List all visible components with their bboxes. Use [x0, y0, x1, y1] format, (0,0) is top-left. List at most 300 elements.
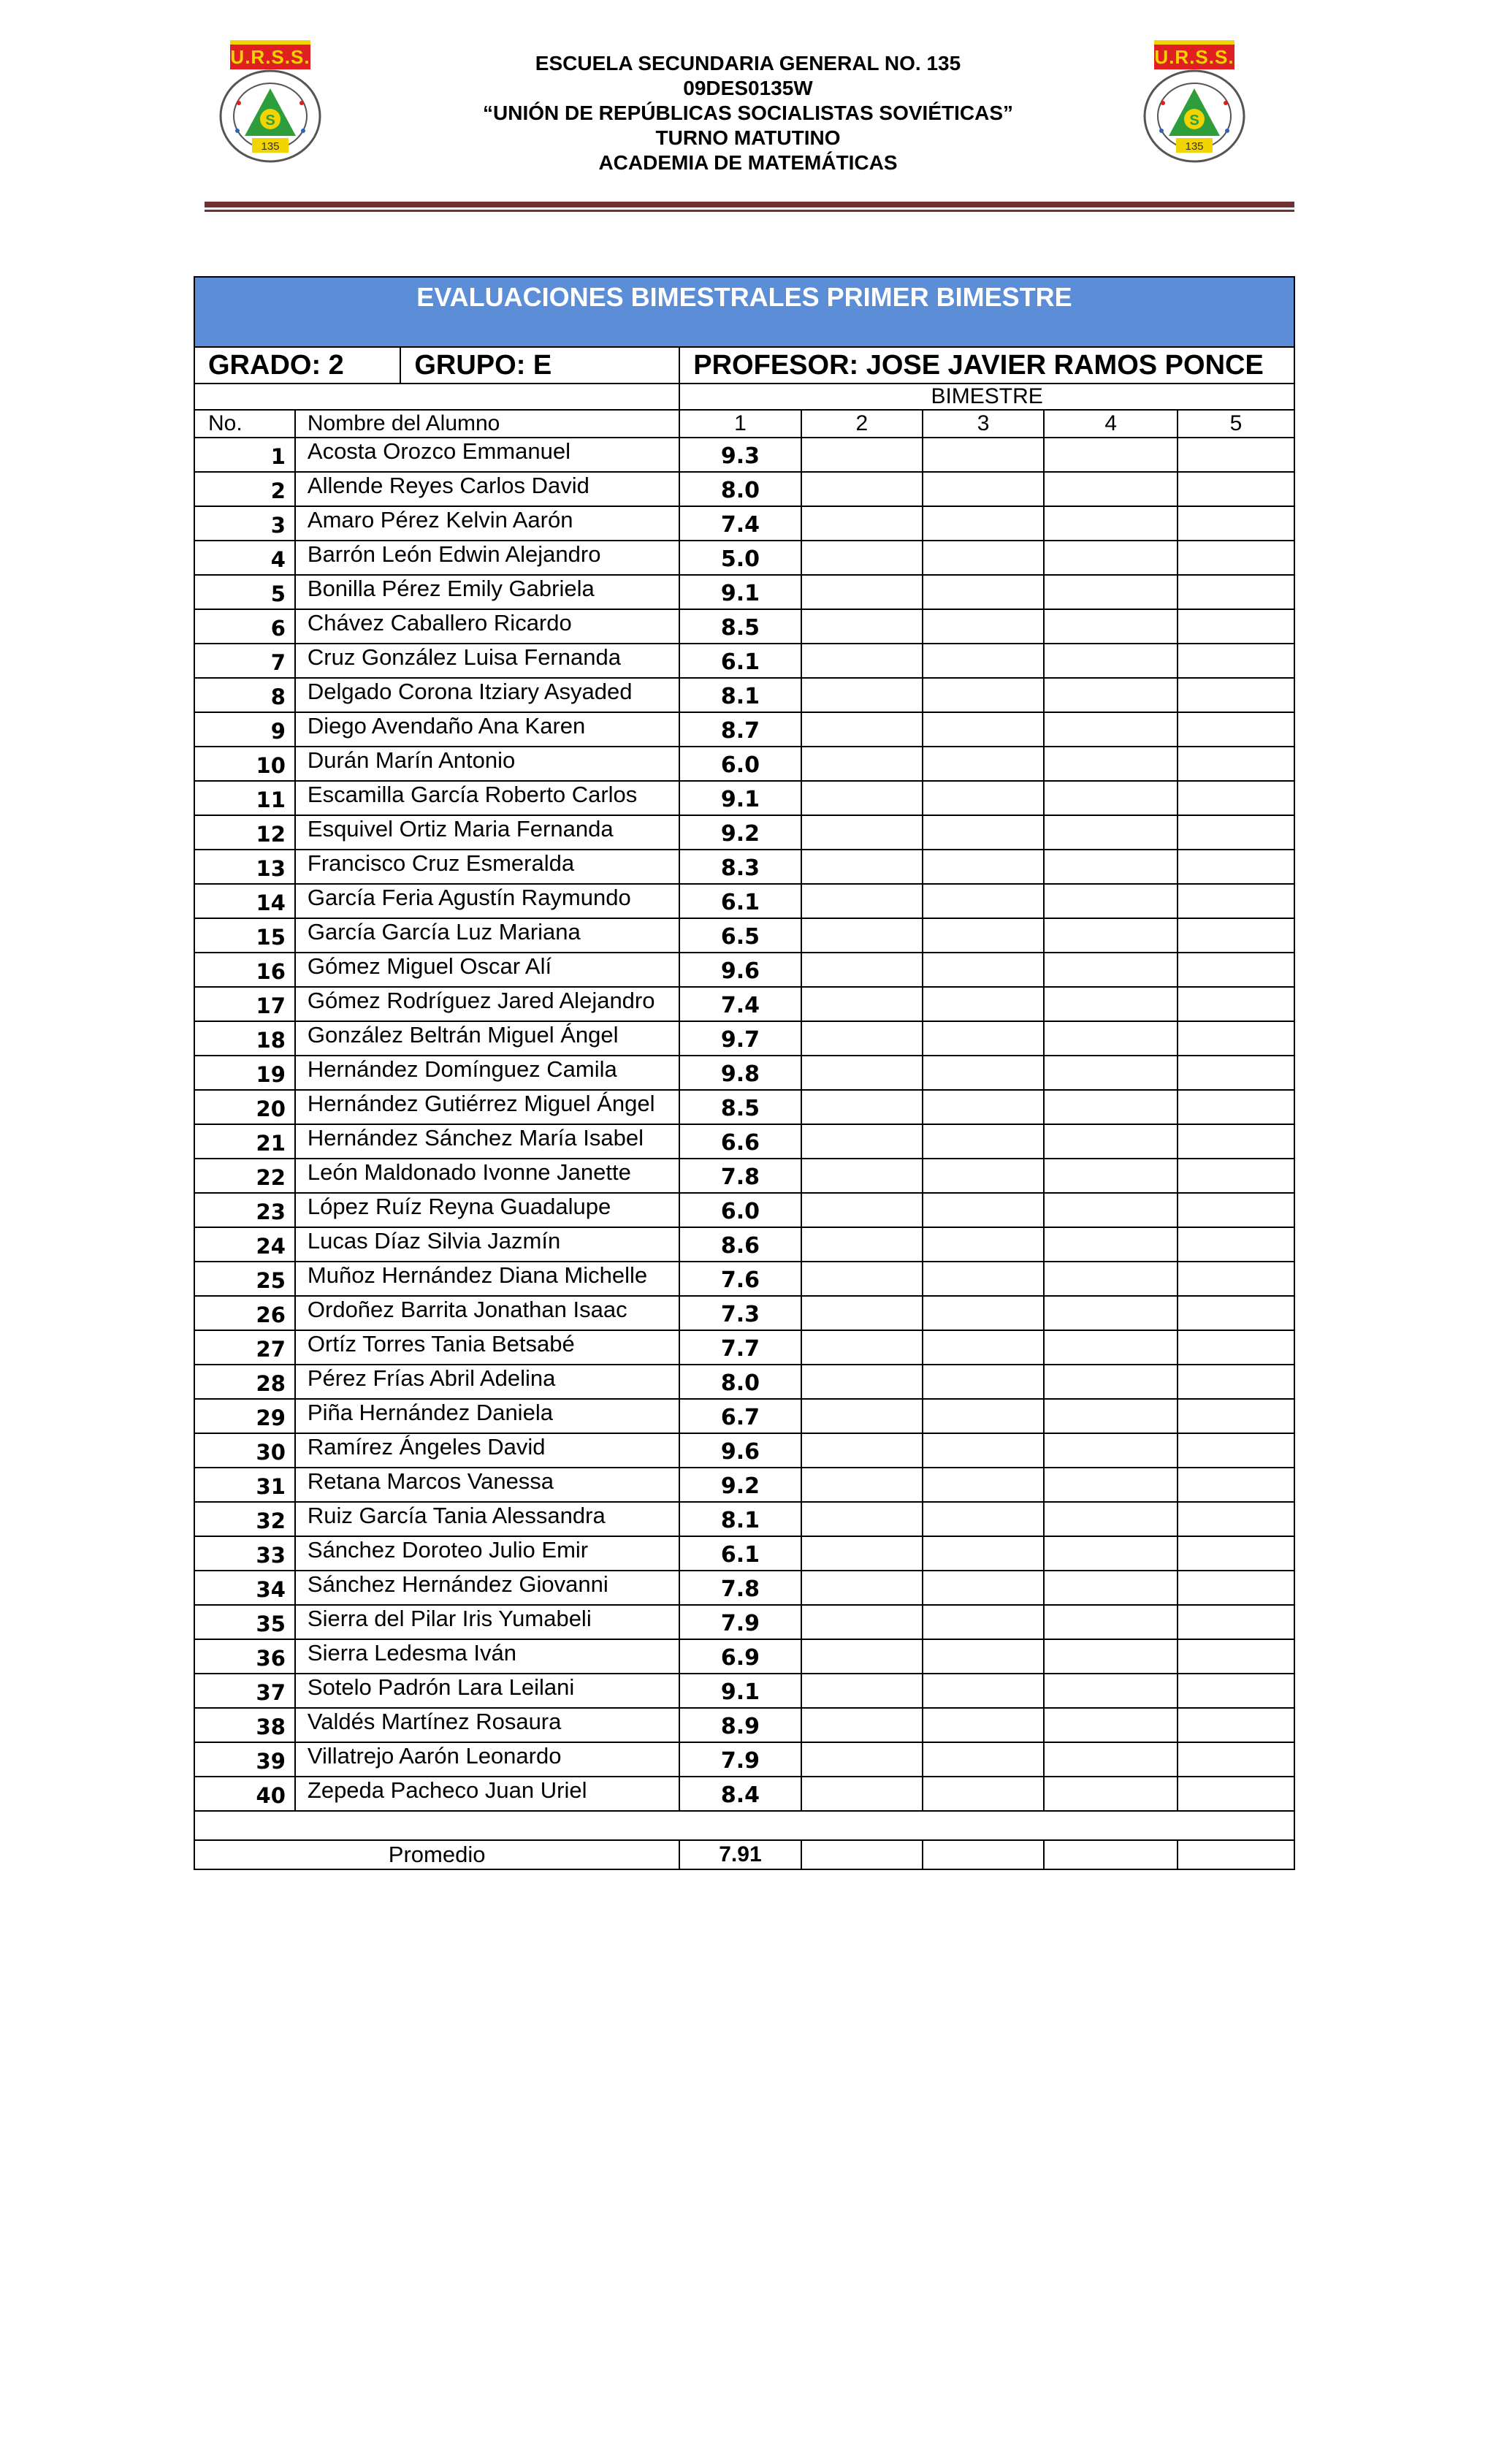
grade-bimestre-3 [923, 1124, 1044, 1159]
grade-bimestre-2 [801, 1468, 923, 1502]
student-number: 33 [194, 1536, 295, 1571]
grade-bimestre-1: 9.3 [679, 438, 801, 472]
student-number: 36 [194, 1639, 295, 1674]
student-number: 21 [194, 1124, 295, 1159]
table-row [194, 1502, 1294, 1536]
grade-bimestre-2 [801, 678, 923, 712]
table-row [194, 1468, 1294, 1502]
grade-bimestre-3 [923, 438, 1044, 472]
grade-bimestre-4 [1044, 1571, 1178, 1605]
grade-bimestre-3 [923, 1536, 1044, 1571]
grade-bimestre-5 [1178, 1296, 1294, 1330]
grade-bimestre-2 [801, 918, 923, 953]
grade-bimestre-1: 9.7 [679, 1021, 801, 1056]
student-number: 19 [194, 1056, 295, 1090]
grade-bimestre-1: 7.9 [679, 1605, 801, 1639]
grade-bimestre-3 [923, 712, 1044, 747]
table-row [194, 438, 1294, 472]
student-number: 12 [194, 815, 295, 850]
student-name: Villatrejo Aarón Leonardo [295, 1742, 679, 1777]
grade-bimestre-1: 8.0 [679, 472, 801, 506]
student-number: 39 [194, 1742, 295, 1777]
grade-bimestre-5 [1178, 884, 1294, 918]
grade-bimestre-4 [1044, 1330, 1178, 1365]
grade-bimestre-1: 6.7 [679, 1399, 801, 1433]
student-name: Acosta Orozco Emmanuel [295, 438, 679, 472]
grade-bimestre-3 [923, 815, 1044, 850]
table-row [194, 1262, 1294, 1296]
student-name: Durán Marín Antonio [295, 747, 679, 781]
grade-bimestre-5 [1178, 712, 1294, 747]
column-header-bimestre-2: 2 [801, 410, 923, 438]
table-row [194, 1399, 1294, 1433]
grade-bimestre-2 [801, 1365, 923, 1399]
grade-bimestre-2 [801, 1674, 923, 1708]
grade-bimestre-1: 8.5 [679, 609, 801, 644]
student-number: 4 [194, 541, 295, 575]
student-name: Piña Hernández Daniela [295, 1399, 679, 1433]
table-row [194, 1433, 1294, 1468]
grade-bimestre-2 [801, 1124, 923, 1159]
grade-bimestre-2 [801, 472, 923, 506]
student-number: 18 [194, 1021, 295, 1056]
grade-bimestre-4 [1044, 678, 1178, 712]
logo-wordmark: U.R.S.S. [230, 40, 310, 69]
student-number: 1 [194, 438, 295, 472]
grade-bimestre-2 [801, 1502, 923, 1536]
average-bimestre-5 [1178, 1840, 1294, 1869]
table-row [194, 506, 1294, 541]
table-row [194, 1571, 1294, 1605]
grade-bimestre-3 [923, 1433, 1044, 1468]
student-name: Hernández Sánchez María Isabel [295, 1124, 679, 1159]
grade-bimestre-3 [923, 850, 1044, 884]
grade-bimestre-4 [1044, 1639, 1178, 1674]
grade-bimestre-3 [923, 1296, 1044, 1330]
grade-bimestre-3 [923, 1777, 1044, 1811]
teacher-label: PROFESOR: JOSE JAVIER RAMOS PONCE [679, 347, 1294, 384]
grade-bimestre-4 [1044, 1674, 1178, 1708]
grade-bimestre-3 [923, 884, 1044, 918]
grade-bimestre-2 [801, 987, 923, 1021]
grade-bimestre-4 [1044, 1227, 1178, 1262]
grade-bimestre-5 [1178, 438, 1294, 472]
grade-bimestre-4 [1044, 644, 1178, 678]
student-name: Esquivel Ortiz Maria Fernanda [295, 815, 679, 850]
grade-bimestre-2 [801, 609, 923, 644]
bimestre-header: BIMESTRE [679, 384, 1294, 410]
grade-bimestre-4 [1044, 1159, 1178, 1193]
student-number: 11 [194, 781, 295, 815]
grade-bimestre-4 [1044, 1777, 1178, 1811]
grade-bimestre-2 [801, 884, 923, 918]
header-divider-thin [205, 210, 1294, 212]
grade-bimestre-5 [1178, 1433, 1294, 1468]
school-name: ESCUELA SECUNDARIA GENERAL NO. 135 [535, 52, 961, 75]
grade-bimestre-2 [801, 1159, 923, 1193]
grade-bimestre-5 [1178, 1330, 1294, 1365]
column-header-bimestre-3: 3 [923, 410, 1044, 438]
grade-bimestre-1: 6.1 [679, 884, 801, 918]
grade-bimestre-5 [1178, 953, 1294, 987]
student-number: 16 [194, 953, 295, 987]
grade-bimestre-1: 7.9 [679, 1742, 801, 1777]
table-row [194, 1159, 1294, 1193]
student-name: Ramírez Ángeles David [295, 1433, 679, 1468]
grade-bimestre-2 [801, 1296, 923, 1330]
table-row [194, 472, 1294, 506]
grade-bimestre-3 [923, 1365, 1044, 1399]
table-row [194, 1742, 1294, 1777]
table-row [194, 953, 1294, 987]
grade-bimestre-2 [801, 1742, 923, 1777]
grade-bimestre-1: 6.0 [679, 1193, 801, 1227]
table-row [194, 987, 1294, 1021]
grade-bimestre-3 [923, 1502, 1044, 1536]
grade-bimestre-3 [923, 1056, 1044, 1090]
student-number: 8 [194, 678, 295, 712]
grade-bimestre-2 [801, 1639, 923, 1674]
student-name: Sotelo Padrón Lara Leilani [295, 1674, 679, 1708]
grade-bimestre-1: 8.5 [679, 1090, 801, 1124]
grade-bimestre-3 [923, 1708, 1044, 1742]
table-row [194, 1021, 1294, 1056]
grade-bimestre-5 [1178, 918, 1294, 953]
table-row [194, 609, 1294, 644]
table-row [194, 1536, 1294, 1571]
student-number: 24 [194, 1227, 295, 1262]
svg-text:S: S [1189, 112, 1199, 129]
student-number: 38 [194, 1708, 295, 1742]
grade-bimestre-1: 9.2 [679, 1468, 801, 1502]
student-name: López Ruíz Reyna Guadalupe [295, 1193, 679, 1227]
grade-bimestre-3 [923, 644, 1044, 678]
grade-bimestre-3 [923, 472, 1044, 506]
column-header-name: Nombre del Alumno [295, 410, 679, 438]
grade-bimestre-2 [801, 1330, 923, 1365]
student-name: Escamilla García Roberto Carlos [295, 781, 679, 815]
grade-bimestre-1: 6.1 [679, 1536, 801, 1571]
grade-bimestre-4 [1044, 1399, 1178, 1433]
grade-bimestre-1: 7.4 [679, 506, 801, 541]
grade-bimestre-3 [923, 1674, 1044, 1708]
grade-bimestre-2 [801, 438, 923, 472]
grade-bimestre-3 [923, 987, 1044, 1021]
grade-bimestre-2 [801, 850, 923, 884]
table-row [194, 815, 1294, 850]
student-number: 31 [194, 1468, 295, 1502]
table-row [194, 1296, 1294, 1330]
grade-bimestre-4 [1044, 438, 1178, 472]
grade-bimestre-1: 8.3 [679, 850, 801, 884]
grade-bimestre-2 [801, 541, 923, 575]
table-row [194, 1124, 1294, 1159]
grade-bimestre-4 [1044, 1090, 1178, 1124]
grade-bimestre-2 [801, 953, 923, 987]
grade-bimestre-5 [1178, 575, 1294, 609]
student-number: 17 [194, 987, 295, 1021]
grade-bimestre-5 [1178, 1674, 1294, 1708]
average-bimestre-2 [801, 1840, 923, 1869]
grade-bimestre-5 [1178, 472, 1294, 506]
grade-bimestre-5 [1178, 850, 1294, 884]
grade-bimestre-2 [801, 1193, 923, 1227]
grade-bimestre-5 [1178, 1742, 1294, 1777]
group-label: GRUPO: E [400, 347, 679, 384]
grade-bimestre-4 [1044, 884, 1178, 918]
student-number: 10 [194, 747, 295, 781]
student-number: 32 [194, 1502, 295, 1536]
grade-bimestre-3 [923, 953, 1044, 987]
grade-bimestre-5 [1178, 1227, 1294, 1262]
column-header-bimestre-5: 5 [1178, 410, 1294, 438]
grade-bimestre-5 [1178, 541, 1294, 575]
student-name: Pérez Frías Abril Adelina [295, 1365, 679, 1399]
table-row [194, 1193, 1294, 1227]
student-name: Gómez Rodríguez Jared Alejandro [295, 987, 679, 1021]
grade-bimestre-2 [801, 1021, 923, 1056]
grade-bimestre-1: 8.1 [679, 1502, 801, 1536]
grade-bimestre-5 [1178, 1399, 1294, 1433]
grade-bimestre-5 [1178, 1056, 1294, 1090]
grade-bimestre-4 [1044, 1433, 1178, 1468]
grade-bimestre-2 [801, 1262, 923, 1296]
grade-bimestre-4 [1044, 1296, 1178, 1330]
grade-bimestre-1: 7.8 [679, 1571, 801, 1605]
student-name: Diego Avendaño Ana Karen [295, 712, 679, 747]
grade-bimestre-4 [1044, 1056, 1178, 1090]
student-name: Delgado Corona Itziary Asyaded [295, 678, 679, 712]
student-name: Ruiz García Tania Alessandra [295, 1502, 679, 1536]
grade-bimestre-3 [923, 918, 1044, 953]
student-name: Ortíz Torres Tania Betsabé [295, 1330, 679, 1365]
column-header-no: No. [194, 410, 295, 438]
grade-bimestre-5 [1178, 1090, 1294, 1124]
grade-bimestre-4 [1044, 918, 1178, 953]
grade-bimestre-1: 9.6 [679, 953, 801, 987]
grade-bimestre-3 [923, 1468, 1044, 1502]
table-row [194, 850, 1294, 884]
table-row [194, 1056, 1294, 1090]
student-number: 29 [194, 1399, 295, 1433]
grade-bimestre-2 [801, 1399, 923, 1433]
grade-bimestre-2 [801, 1571, 923, 1605]
grade-bimestre-1: 7.4 [679, 987, 801, 1021]
grade-label: GRADO: 2 [194, 347, 400, 384]
grade-bimestre-4 [1044, 1193, 1178, 1227]
average-bimestre-3 [923, 1840, 1044, 1869]
grade-bimestre-2 [801, 1536, 923, 1571]
grade-bimestre-5 [1178, 644, 1294, 678]
average-value: 7.91 [679, 1840, 801, 1869]
grade-bimestre-1: 8.7 [679, 712, 801, 747]
student-name: García García Luz Mariana [295, 918, 679, 953]
student-name: Hernández Gutiérrez Miguel Ángel [295, 1090, 679, 1124]
student-number: 35 [194, 1605, 295, 1639]
spacer-row [194, 1811, 1294, 1840]
grade-bimestre-2 [801, 1090, 923, 1124]
grade-bimestre-1: 9.1 [679, 781, 801, 815]
grade-bimestre-5 [1178, 1124, 1294, 1159]
table-row [194, 1090, 1294, 1124]
grade-bimestre-3 [923, 506, 1044, 541]
grade-bimestre-4 [1044, 1468, 1178, 1502]
student-number: 14 [194, 884, 295, 918]
table-row [194, 747, 1294, 781]
table-row [194, 541, 1294, 575]
student-number: 5 [194, 575, 295, 609]
school-code: 09DES0135W [683, 77, 813, 99]
student-number: 20 [194, 1090, 295, 1124]
grade-bimestre-4 [1044, 1262, 1178, 1296]
student-number: 34 [194, 1571, 295, 1605]
grade-bimestre-1: 8.0 [679, 1365, 801, 1399]
student-name: Hernández Domínguez Camila [295, 1056, 679, 1090]
grade-bimestre-1: 6.5 [679, 918, 801, 953]
grade-bimestre-2 [801, 1433, 923, 1468]
grade-bimestre-1: 5.0 [679, 541, 801, 575]
student-number: 30 [194, 1433, 295, 1468]
grade-bimestre-4 [1044, 712, 1178, 747]
student-number: 25 [194, 1262, 295, 1296]
grade-bimestre-1: 7.3 [679, 1296, 801, 1330]
student-number: 40 [194, 1777, 295, 1811]
student-number: 22 [194, 1159, 295, 1193]
svg-text:S: S [265, 112, 275, 129]
student-number: 15 [194, 918, 295, 953]
grade-bimestre-1: 9.1 [679, 1674, 801, 1708]
table-row [194, 1639, 1294, 1674]
grade-bimestre-3 [923, 1227, 1044, 1262]
average-row [194, 1840, 1294, 1869]
grade-bimestre-5 [1178, 781, 1294, 815]
student-name: Cruz González Luisa Fernanda [295, 644, 679, 678]
grade-bimestre-3 [923, 1330, 1044, 1365]
grade-bimestre-5 [1178, 1021, 1294, 1056]
student-number: 23 [194, 1193, 295, 1227]
table-row [194, 678, 1294, 712]
grade-bimestre-4 [1044, 575, 1178, 609]
grade-bimestre-3 [923, 1090, 1044, 1124]
student-number: 26 [194, 1296, 295, 1330]
grade-bimestre-4 [1044, 1708, 1178, 1742]
grade-bimestre-5 [1178, 1571, 1294, 1605]
school-info [0, 51, 1496, 175]
student-name: Bonilla Pérez Emily Gabriela [295, 575, 679, 609]
logo-emblem-icon [1140, 66, 1249, 165]
grade-bimestre-5 [1178, 1262, 1294, 1296]
student-name: Sánchez Doroteo Julio Emir [295, 1536, 679, 1571]
grade-bimestre-3 [923, 541, 1044, 575]
grade-bimestre-3 [923, 1639, 1044, 1674]
average-bimestre-4 [1044, 1840, 1178, 1869]
grade-bimestre-2 [801, 1227, 923, 1262]
grade-bimestre-1: 9.1 [679, 575, 801, 609]
student-name: León Maldonado Ivonne Janette [295, 1159, 679, 1193]
grade-bimestre-3 [923, 1159, 1044, 1193]
student-number: 2 [194, 472, 295, 506]
grade-bimestre-3 [923, 1021, 1044, 1056]
grade-bimestre-3 [923, 678, 1044, 712]
grade-bimestre-5 [1178, 1468, 1294, 1502]
grade-bimestre-5 [1178, 1708, 1294, 1742]
table-row [194, 1605, 1294, 1639]
table-row [194, 1674, 1294, 1708]
table-row [194, 918, 1294, 953]
grade-bimestre-1: 8.9 [679, 1708, 801, 1742]
grade-bimestre-3 [923, 747, 1044, 781]
student-name: Ordoñez Barrita Jonathan Isaac [295, 1296, 679, 1330]
grade-bimestre-4 [1044, 953, 1178, 987]
grade-bimestre-4 [1044, 1742, 1178, 1777]
student-number: 13 [194, 850, 295, 884]
grade-bimestre-2 [801, 506, 923, 541]
logo-wordmark: U.R.S.S. [1154, 40, 1234, 69]
student-name: Sierra del Pilar Iris Yumabeli [295, 1605, 679, 1639]
student-name: Retana Marcos Vanessa [295, 1468, 679, 1502]
table-row [194, 884, 1294, 918]
grade-bimestre-4 [1044, 1124, 1178, 1159]
grade-bimestre-3 [923, 1742, 1044, 1777]
student-name: Barrón León Edwin Alejandro [295, 541, 679, 575]
grade-bimestre-2 [801, 1056, 923, 1090]
student-number: 9 [194, 712, 295, 747]
grade-bimestre-5 [1178, 1639, 1294, 1674]
grade-bimestre-3 [923, 1193, 1044, 1227]
school-academy: ACADEMIA DE MATEMÁTICAS [598, 151, 898, 174]
document-header [0, 0, 1496, 219]
student-number: 6 [194, 609, 295, 644]
table-title: EVALUACIONES BIMESTRALES PRIMER BIMESTRE [194, 277, 1294, 347]
grade-bimestre-5 [1178, 1536, 1294, 1571]
student-name: Gómez Miguel Oscar Alí [295, 953, 679, 987]
grade-bimestre-5 [1178, 678, 1294, 712]
grade-bimestre-1: 7.8 [679, 1159, 801, 1193]
grade-bimestre-4 [1044, 472, 1178, 506]
grade-bimestre-4 [1044, 609, 1178, 644]
column-header-bimestre-1: 1 [679, 410, 801, 438]
grade-bimestre-4 [1044, 747, 1178, 781]
grade-bimestre-5 [1178, 1502, 1294, 1536]
grade-bimestre-1: 9.2 [679, 815, 801, 850]
grades-table [194, 276, 1295, 1870]
student-name: Francisco Cruz Esmeralda [295, 850, 679, 884]
student-name: Sánchez Hernández Giovanni [295, 1571, 679, 1605]
grade-bimestre-3 [923, 1571, 1044, 1605]
grade-bimestre-5 [1178, 1365, 1294, 1399]
grade-bimestre-5 [1178, 506, 1294, 541]
grade-bimestre-1: 8.4 [679, 1777, 801, 1811]
grade-bimestre-4 [1044, 506, 1178, 541]
school-logo-right [1140, 40, 1249, 164]
student-name: González Beltrán Miguel Ángel [295, 1021, 679, 1056]
grade-bimestre-2 [801, 747, 923, 781]
table-row [194, 1365, 1294, 1399]
grade-bimestre-4 [1044, 1502, 1178, 1536]
table-row [194, 575, 1294, 609]
grade-bimestre-1: 6.0 [679, 747, 801, 781]
grade-bimestre-2 [801, 1777, 923, 1811]
student-name: Zepeda Pacheco Juan Uriel [295, 1777, 679, 1811]
student-number: 27 [194, 1330, 295, 1365]
spacer-cell [194, 1811, 1294, 1840]
grade-bimestre-4 [1044, 541, 1178, 575]
student-name: Lucas Díaz Silvia Jazmín [295, 1227, 679, 1262]
grade-bimestre-4 [1044, 987, 1178, 1021]
student-number: 3 [194, 506, 295, 541]
grade-bimestre-2 [801, 815, 923, 850]
table-row [194, 1777, 1294, 1811]
